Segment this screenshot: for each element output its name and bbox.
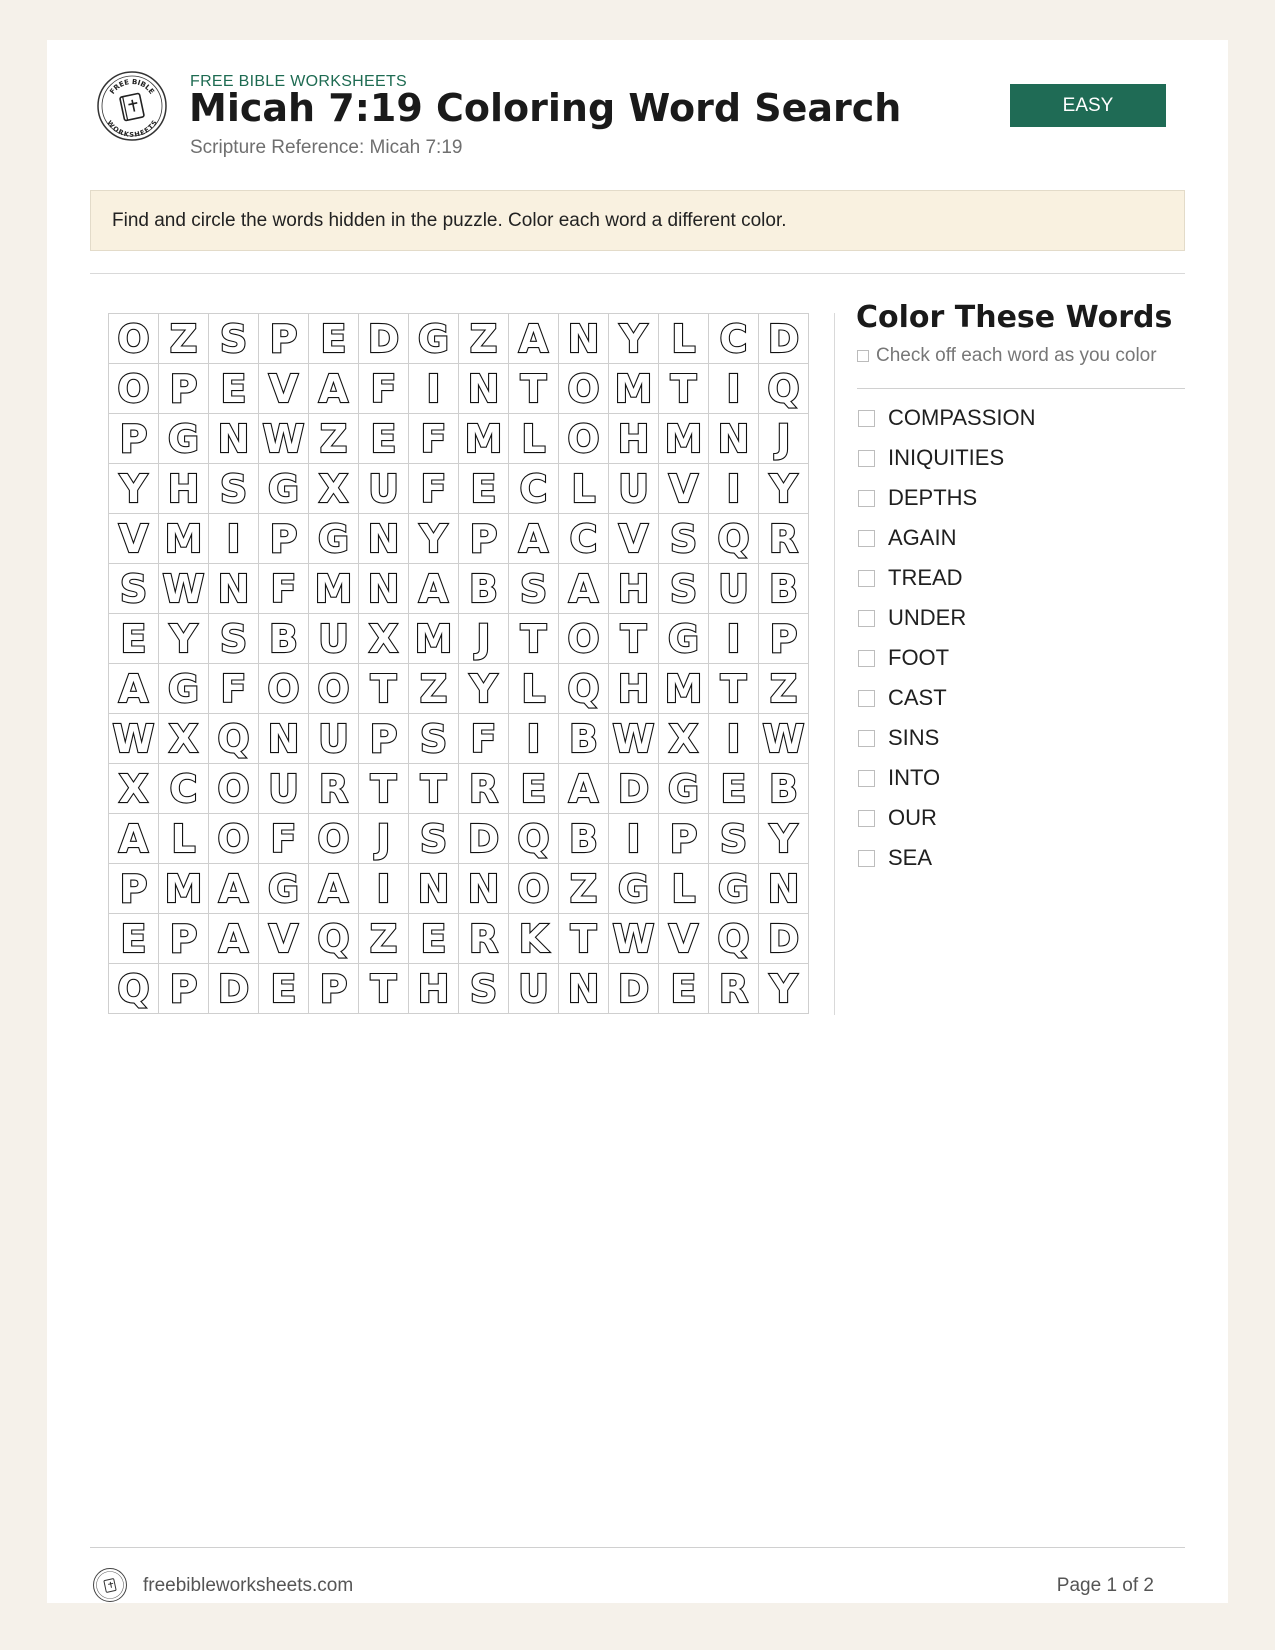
grid-cell: V: [109, 514, 159, 564]
grid-cell: P: [159, 964, 209, 1014]
grid-cell: U: [509, 964, 559, 1014]
grid-cell: Y: [609, 314, 659, 364]
grid-cell: W: [609, 914, 659, 964]
grid-cell: A: [209, 864, 259, 914]
word-item: [857, 518, 1036, 558]
grid-cell: T: [409, 764, 459, 814]
word-item: [857, 598, 1036, 638]
grid-cell: N: [359, 514, 409, 564]
scripture-reference: Scripture Reference: Micah 7:19: [190, 137, 463, 158]
instructions-box: [90, 190, 1185, 251]
grid-cell: R: [759, 514, 809, 564]
word-item: [857, 838, 1036, 878]
word-item: [857, 758, 1036, 798]
grid-cell: S: [709, 814, 759, 864]
grid-cell: F: [209, 664, 259, 714]
grid-cell: Z: [409, 664, 459, 714]
grid-cell: S: [109, 564, 159, 614]
grid-cell: S: [409, 814, 459, 864]
grid-cell: Q: [709, 514, 759, 564]
grid-cell: P: [109, 864, 159, 914]
grid-cell: R: [709, 964, 759, 1014]
grid-cell: M: [659, 414, 709, 464]
grid-cell: L: [509, 414, 559, 464]
grid-cell: G: [609, 864, 659, 914]
grid-cell: D: [759, 314, 809, 364]
grid-cell: S: [409, 714, 459, 764]
grid-cell: H: [609, 414, 659, 464]
grid-cell: H: [409, 964, 459, 1014]
word-item: [857, 438, 1036, 478]
grid-cell: J: [359, 814, 409, 864]
grid-cell: L: [509, 664, 559, 714]
grid-cell: N: [459, 364, 509, 414]
grid-cell: D: [609, 964, 659, 1014]
grid-cell: D: [759, 914, 809, 964]
grid-cell: S: [659, 564, 709, 614]
grid-cell: B: [759, 564, 809, 614]
word-checkbox[interactable]: [858, 450, 875, 467]
grid-cell: W: [259, 414, 309, 464]
grid-cell: Z: [159, 314, 209, 364]
grid-cell: L: [659, 864, 709, 914]
grid-cell: W: [159, 564, 209, 614]
grid-cell: F: [409, 464, 459, 514]
word-checkbox[interactable]: [858, 530, 875, 547]
grid-cell: Q: [759, 364, 809, 414]
grid-cell: B: [559, 814, 609, 864]
grid-cell: N: [259, 714, 309, 764]
grid-cell: O: [109, 364, 159, 414]
grid-cell: S: [209, 464, 259, 514]
grid-cell: L: [159, 814, 209, 864]
grid-cell: A: [559, 764, 609, 814]
grid-cell: E: [209, 364, 259, 414]
word-label: AGAIN: [888, 525, 957, 550]
grid-cell: X: [159, 714, 209, 764]
grid-cell: O: [309, 814, 359, 864]
grid-cell: M: [309, 564, 359, 614]
grid-cell: B: [559, 714, 609, 764]
grid-cell: C: [559, 514, 609, 564]
grid-cell: T: [559, 914, 609, 964]
grid-cell: G: [659, 614, 709, 664]
grid-cell: F: [409, 414, 459, 464]
grid-cell: A: [109, 814, 159, 864]
grid-cell: A: [559, 564, 609, 614]
grid-cell: Q: [209, 714, 259, 764]
footer-logo-icon: [92, 1567, 128, 1603]
word-panel-hint: [857, 345, 1157, 367]
grid-cell: U: [309, 614, 359, 664]
grid-cell: N: [709, 414, 759, 464]
grid-cell: L: [659, 314, 709, 364]
grid-cell: S: [209, 614, 259, 664]
grid-cell: N: [759, 864, 809, 914]
worksheet-page: [47, 40, 1228, 1603]
word-checkbox[interactable]: [858, 730, 875, 747]
word-checkbox[interactable]: [858, 570, 875, 587]
grid-cell: Z: [559, 864, 609, 914]
grid-cell: B: [759, 764, 809, 814]
grid-cell: N: [559, 314, 609, 364]
grid-cell: Q: [509, 814, 559, 864]
grid-cell: E: [309, 314, 359, 364]
grid-cell: E: [659, 964, 709, 1014]
grid-cell: P: [759, 614, 809, 664]
difficulty-badge: EASY: [1010, 84, 1166, 127]
grid-cell: S: [459, 964, 509, 1014]
grid-cell: Z: [759, 664, 809, 714]
grid-cell: W: [109, 714, 159, 764]
grid-cell: E: [709, 764, 759, 814]
word-item: [857, 558, 1036, 598]
grid-cell: M: [159, 864, 209, 914]
grid-cell: T: [359, 664, 409, 714]
grid-cell: A: [209, 914, 259, 964]
word-item: [857, 678, 1036, 718]
word-label: INIQUITIES: [888, 445, 1005, 470]
grid-cell: Z: [459, 314, 509, 364]
grid-cell: Q: [559, 664, 609, 714]
grid-cell: M: [459, 414, 509, 464]
word-checkbox[interactable]: [858, 810, 875, 827]
grid-cell: C: [509, 464, 559, 514]
grid-cell: S: [659, 514, 709, 564]
logo-text-bottom: WORKSHEETS: [105, 118, 159, 139]
grid-cell: P: [259, 514, 309, 564]
grid-cell: A: [309, 364, 359, 414]
grid-cell: F: [259, 814, 309, 864]
word-panel-hint-text: Check off each word as you color: [876, 345, 1157, 366]
grid-cell: T: [359, 964, 409, 1014]
grid-cell: E: [109, 614, 159, 664]
grid-cell: Y: [409, 514, 459, 564]
word-label: SEA: [888, 845, 933, 870]
word-label: INTO: [888, 765, 941, 790]
word-item: [857, 638, 1036, 678]
word-item: [857, 718, 1036, 758]
grid-cell: A: [509, 314, 559, 364]
grid-cell: L: [559, 464, 609, 514]
grid-cell: U: [309, 714, 359, 764]
grid-cell: O: [559, 614, 609, 664]
word-label: TREAD: [888, 565, 963, 590]
grid-cell: F: [259, 564, 309, 614]
grid-cell: U: [609, 464, 659, 514]
grid-cell: R: [459, 914, 509, 964]
grid-cell: P: [159, 914, 209, 964]
grid-cell: S: [509, 564, 559, 614]
grid-cell: J: [459, 614, 509, 664]
word-checkbox[interactable]: [858, 770, 875, 787]
grid-cell: O: [209, 814, 259, 864]
grid-cell: Y: [759, 814, 809, 864]
grid-cell: A: [409, 564, 459, 614]
grid-cell: N: [559, 964, 609, 1014]
grid-cell: T: [659, 364, 709, 414]
grid-cell: V: [259, 364, 309, 414]
grid-cell: O: [259, 664, 309, 714]
grid-cell: E: [409, 914, 459, 964]
section-divider: [90, 273, 1185, 274]
grid-cell: H: [609, 564, 659, 614]
word-label: DEPTHS: [888, 485, 978, 510]
grid-cell: O: [559, 414, 609, 464]
word-label: COMPASSION: [888, 405, 1036, 430]
grid-cell: G: [409, 314, 459, 364]
grid-cell: M: [659, 664, 709, 714]
grid-cell: P: [459, 514, 509, 564]
grid-cell: E: [259, 964, 309, 1014]
word-checkbox[interactable]: [858, 650, 875, 667]
grid-cell: V: [259, 914, 309, 964]
grid-cell: U: [359, 464, 409, 514]
grid-cell: M: [609, 364, 659, 414]
grid-cell: G: [159, 414, 209, 464]
vertical-divider: [834, 313, 835, 1015]
checkbox-icon: [857, 350, 869, 362]
word-panel-title: Color These Words: [856, 300, 1173, 335]
word-checkbox[interactable]: [858, 690, 875, 707]
grid-cell: E: [509, 764, 559, 814]
grid-cell: P: [159, 364, 209, 414]
grid-cell: V: [659, 464, 709, 514]
grid-cell: Z: [359, 914, 409, 964]
grid-cell: C: [709, 314, 759, 364]
grid-cell: Y: [759, 964, 809, 1014]
grid-cell: A: [509, 514, 559, 564]
grid-cell: O: [509, 864, 559, 914]
grid-cell: X: [659, 714, 709, 764]
grid-cell: D: [359, 314, 409, 364]
grid-cell: H: [609, 664, 659, 714]
grid-cell: X: [109, 764, 159, 814]
grid-cell: X: [309, 464, 359, 514]
grid-cell: O: [109, 314, 159, 364]
brand-name: FREE BIBLE WORKSHEETS: [190, 73, 408, 90]
word-label: UNDER: [888, 605, 967, 630]
word-panel-divider: [857, 388, 1185, 389]
word-item: [857, 478, 1036, 518]
grid-cell: D: [209, 964, 259, 1014]
grid-cell: T: [609, 614, 659, 664]
grid-cell: E: [359, 414, 409, 464]
grid-cell: T: [709, 664, 759, 714]
grid-cell: U: [259, 764, 309, 814]
grid-cell: N: [209, 414, 259, 464]
bible-logo-icon: [96, 70, 168, 142]
word-label: CAST: [888, 685, 947, 710]
grid-cell: N: [209, 564, 259, 614]
grid-cell: T: [509, 614, 559, 664]
grid-cell: Z: [309, 414, 359, 464]
grid-cell: O: [209, 764, 259, 814]
grid-cell: X: [359, 614, 409, 664]
word-list: [857, 398, 1036, 878]
grid-cell: D: [459, 814, 509, 864]
grid-cell: Y: [459, 664, 509, 714]
footer-divider: [90, 1547, 1185, 1548]
word-label: SINS: [888, 725, 940, 750]
grid-cell: P: [359, 714, 409, 764]
grid-cell: E: [109, 914, 159, 964]
grid-cell: G: [309, 514, 359, 564]
grid-cell: S: [209, 314, 259, 364]
grid-cell: Q: [109, 964, 159, 1014]
word-checkbox[interactable]: [858, 410, 875, 427]
grid-cell: I: [709, 464, 759, 514]
footer-site: freebibleworksheets.com: [143, 1575, 354, 1596]
grid-cell: P: [109, 414, 159, 464]
grid-cell: I: [709, 714, 759, 764]
grid-cell: B: [459, 564, 509, 614]
grid-cell: I: [509, 714, 559, 764]
grid-cell: C: [159, 764, 209, 814]
grid-cell: B: [259, 614, 309, 664]
grid-cell: R: [459, 764, 509, 814]
grid-cell: W: [759, 714, 809, 764]
logo-text-top: FREE BIBLE: [108, 77, 156, 96]
grid-cell: J: [759, 414, 809, 464]
grid-cell: V: [659, 914, 709, 964]
grid-cell: P: [659, 814, 709, 864]
grid-cell: F: [459, 714, 509, 764]
word-checkbox[interactable]: [858, 610, 875, 627]
grid-cell: I: [409, 364, 459, 414]
grid-cell: K: [509, 914, 559, 964]
grid-cell: A: [309, 864, 359, 914]
grid-cell: G: [709, 864, 759, 914]
grid-cell: G: [159, 664, 209, 714]
grid-cell: V: [609, 514, 659, 564]
grid-cell: I: [359, 864, 409, 914]
grid-cell: E: [459, 464, 509, 514]
grid-cell: R: [309, 764, 359, 814]
grid-cell: Y: [159, 614, 209, 664]
word-checkbox[interactable]: [858, 490, 875, 507]
word-item: [857, 798, 1036, 838]
grid-cell: G: [259, 864, 309, 914]
grid-cell: D: [609, 764, 659, 814]
grid-cell: Q: [709, 914, 759, 964]
grid-cell: M: [159, 514, 209, 564]
word-checkbox[interactable]: [858, 850, 875, 867]
page-number: Page 1 of 2: [1056, 1575, 1154, 1596]
grid-cell: P: [259, 314, 309, 364]
word-label: OUR: [888, 805, 937, 830]
grid-cell: T: [509, 364, 559, 414]
grid-cell: I: [609, 814, 659, 864]
grid-cell: G: [259, 464, 309, 514]
word-label: FOOT: [888, 645, 950, 670]
page-title: Micah 7:19 Coloring Word Search: [189, 86, 902, 130]
grid-cell: T: [359, 764, 409, 814]
grid-cell: W: [609, 714, 659, 764]
word-search-grid: [108, 313, 809, 1014]
grid-cell: Y: [759, 464, 809, 514]
grid-cell: F: [359, 364, 409, 414]
grid-cell: H: [159, 464, 209, 514]
grid-cell: O: [309, 664, 359, 714]
grid-cell: Q: [309, 914, 359, 964]
grid-cell: O: [559, 364, 609, 414]
grid-cell: M: [409, 614, 459, 664]
grid-cell: I: [709, 364, 759, 414]
instructions-text: Find and circle the words hidden in the puzzle. Color each word a different color.: [112, 209, 787, 231]
grid-cell: U: [709, 564, 759, 614]
grid-cell: N: [459, 864, 509, 914]
grid-cell: N: [359, 564, 409, 614]
word-item: [857, 398, 1036, 438]
grid-cell: I: [209, 514, 259, 564]
grid-cell: P: [309, 964, 359, 1014]
grid-cell: I: [709, 614, 759, 664]
grid-cell: N: [409, 864, 459, 914]
grid-cell: A: [109, 664, 159, 714]
grid-cell: Y: [109, 464, 159, 514]
grid-cell: G: [659, 764, 709, 814]
